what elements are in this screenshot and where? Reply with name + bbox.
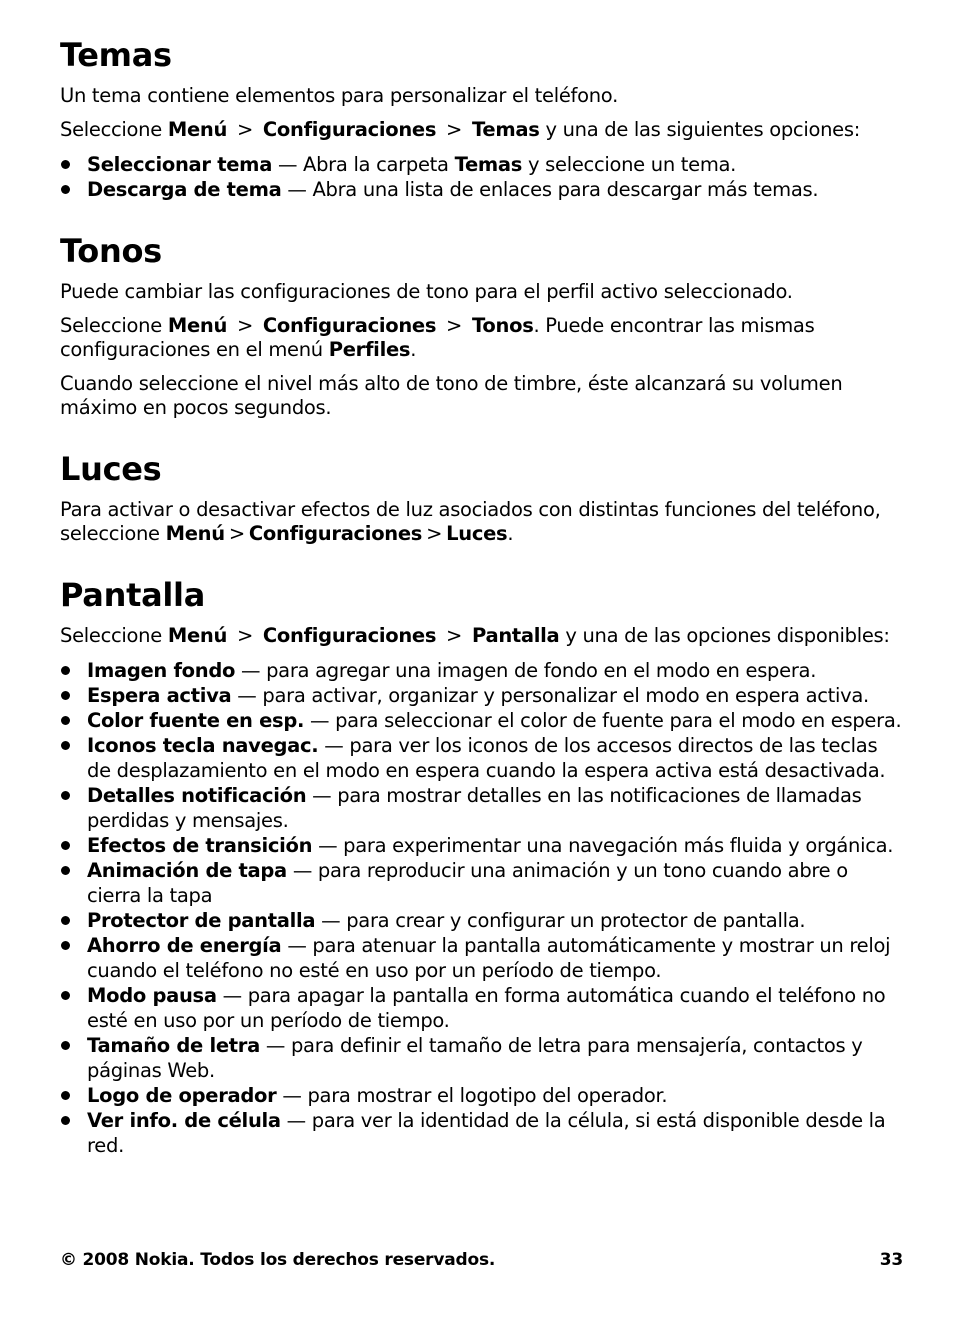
option-term: Efectos de transición bbox=[87, 834, 313, 857]
path-separator: > bbox=[228, 522, 245, 545]
page-number: 33 bbox=[879, 1250, 903, 1270]
list-item: Ahorro de energía — para atenuar la pantalla automáticamente y mostrar un reloj cuando el teléfono no esté en uso por un período de tiempo. bbox=[60, 933, 905, 983]
copyright-text: © 2008 Nokia. Todos los derechos reservados. bbox=[60, 1250, 496, 1270]
list-item: Efectos de transición — para experimentar una navegación más fluida y orgánica. bbox=[60, 833, 905, 858]
menu-path-item: Pantalla bbox=[472, 624, 560, 647]
section-temas bbox=[60, 36, 905, 202]
list-item: Tamaño de letra — para definir el tamaño de letra para mensajería, contactos y páginas Web. bbox=[60, 1033, 905, 1083]
list-item: Iconos tecla navegac. — para ver los iconos de los accesos directos de las teclas de desplazamiento en el modo en espera cuando la espera activa está desactivada. bbox=[60, 733, 905, 783]
option-term: Detalles notificación bbox=[87, 784, 307, 807]
menu-path-item: Menú bbox=[167, 624, 228, 647]
option-term: Imagen fondo bbox=[87, 659, 236, 682]
menu-path-item: Menú bbox=[165, 522, 225, 545]
options-list bbox=[60, 658, 905, 1158]
page-footer bbox=[60, 1250, 903, 1270]
list-item: Descarga de tema — Abra una lista de enlaces para descargar más temas. bbox=[60, 177, 905, 202]
menu-path-paragraph: Seleccione Menú > Configuraciones > Pantalla y una de las opciones disponibles: bbox=[60, 624, 890, 647]
menu-path-item: Tonos bbox=[472, 314, 534, 337]
list-item: Color fuente en esp. — para seleccionar el color de fuente para el modo en espera. bbox=[60, 708, 905, 733]
menu-path-item: Configuraciones bbox=[262, 118, 437, 141]
section-tonos bbox=[60, 232, 905, 420]
option-term: Protector de pantalla bbox=[87, 909, 316, 932]
option-term: Espera activa bbox=[87, 684, 232, 707]
path-separator: > bbox=[446, 118, 463, 141]
intro-paragraph: Un tema contiene elementos para personalizar el teléfono. bbox=[60, 84, 618, 107]
path-separator: > bbox=[446, 624, 463, 647]
section-title: Temas bbox=[60, 36, 172, 74]
option-term: Animación de tapa bbox=[87, 859, 287, 882]
list-item: Espera activa — para activar, organizar y personalizar el modo en espera activa. bbox=[60, 683, 905, 708]
option-term: Modo pausa bbox=[87, 984, 217, 1007]
menu-path-item: Menú bbox=[167, 118, 228, 141]
path-separator: > bbox=[426, 522, 443, 545]
section-pantalla bbox=[60, 576, 905, 1158]
section-title: Tonos bbox=[60, 232, 162, 270]
option-term: Ver info. de célula bbox=[87, 1109, 281, 1132]
options-list bbox=[60, 152, 905, 202]
menu-path-paragraph: Seleccione Menú > Configuraciones > Tonos. Puede encontrar las mismas configuraciones en el menú Perfiles. bbox=[60, 314, 815, 361]
section-luces bbox=[60, 450, 905, 546]
option-term: Seleccionar tema bbox=[87, 153, 273, 176]
menu-path-item: Luces bbox=[446, 522, 508, 545]
list-item: Detalles notificación — para mostrar detalles en las notificaciones de llamadas perdidas y mensajes. bbox=[60, 783, 905, 833]
body-paragraph: Para activar o desactivar efectos de luz asociados con distintas funciones del teléfono, seleccione Menú > Configuraciones > Luces. bbox=[60, 498, 881, 545]
menu-path-item: Temas bbox=[472, 118, 540, 141]
list-item: Protector de pantalla — para crear y configurar un protector de pantalla. bbox=[60, 908, 905, 933]
path-separator: > bbox=[236, 624, 253, 647]
menu-path-item: Configuraciones bbox=[262, 314, 437, 337]
list-item: Modo pausa — para apagar la pantalla en forma automática cuando el teléfono no esté en uso por un período de tiempo. bbox=[60, 983, 905, 1033]
menu-path-item: Menú bbox=[167, 314, 228, 337]
body-paragraph: Cuando seleccione el nivel más alto de tono de timbre, éste alcanzará su volumen máximo en pocos segundos. bbox=[60, 372, 843, 419]
menu-path-item: Configuraciones bbox=[248, 522, 423, 545]
path-separator: > bbox=[446, 314, 463, 337]
option-term: Logo de operador bbox=[87, 1084, 277, 1107]
option-term: Tamaño de letra bbox=[87, 1034, 260, 1057]
document-page bbox=[60, 36, 905, 1178]
option-term: Descarga de tema bbox=[87, 178, 282, 201]
menu-path-item: Configuraciones bbox=[262, 624, 437, 647]
intro-paragraph: Puede cambiar las configuraciones de tono para el perfil activo seleccionado. bbox=[60, 280, 793, 303]
list-item: Logo de operador — para mostrar el logotipo del operador. bbox=[60, 1083, 905, 1108]
option-term: Iconos tecla navegac. bbox=[87, 734, 319, 757]
list-item: Seleccionar tema — Abra la carpeta Temas y seleccione un tema. bbox=[60, 152, 905, 177]
list-item: Ver info. de célula — para ver la identidad de la célula, si está disponible desde la red. bbox=[60, 1108, 905, 1158]
option-term: Ahorro de energía bbox=[87, 934, 282, 957]
section-title: Pantalla bbox=[60, 576, 205, 614]
list-item: Animación de tapa — para reproducir una animación y un tono cuando abre o cierra la tapa bbox=[60, 858, 905, 908]
section-title: Luces bbox=[60, 450, 162, 488]
option-term: Color fuente en esp. bbox=[87, 709, 305, 732]
list-item: Imagen fondo — para agregar una imagen de fondo en el modo en espera. bbox=[60, 658, 905, 683]
path-separator: > bbox=[236, 118, 253, 141]
path-separator: > bbox=[236, 314, 253, 337]
menu-path-paragraph: Seleccione Menú > Configuraciones > Temas y una de las siguientes opciones: bbox=[60, 118, 860, 141]
